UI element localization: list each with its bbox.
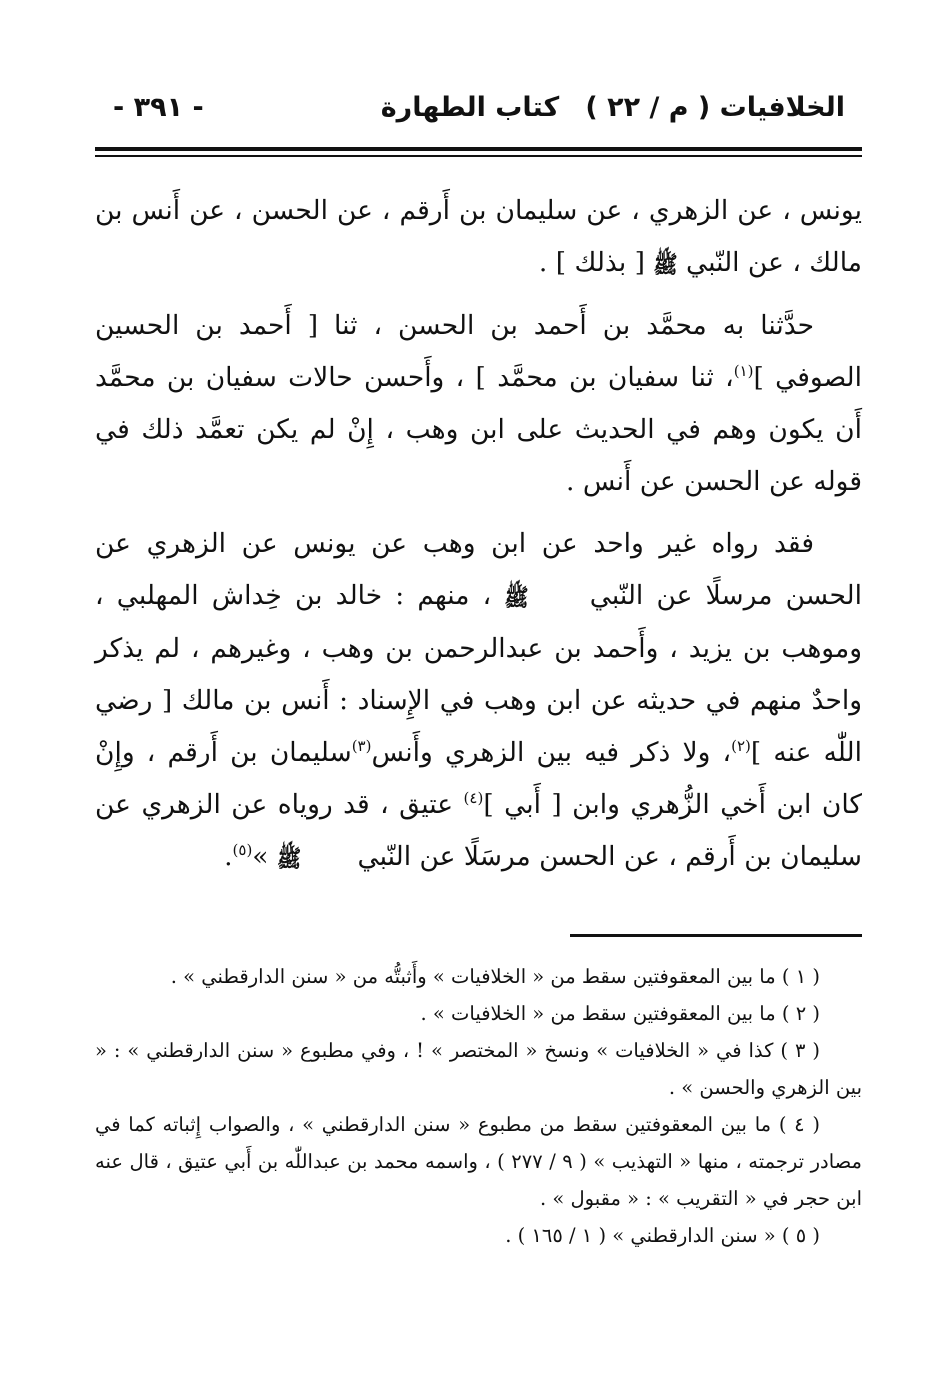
footnote-5: ( ٥ ) « سنن الدارقطني » ( ١ / ١٦٥ ) . xyxy=(505,1224,820,1247)
paragraph-3-text-d: سليمان بن أَرقم ، وإِنْ كان ابن أَخي الزُّهري وابن [ أَبي ] xyxy=(95,737,863,820)
paragraph-1-text-b: [ بذلك ] . xyxy=(538,247,654,278)
paragraph-3-text-c: ، ولا ذكر فيه بين الزهري وأَنس xyxy=(371,737,732,768)
paragraph-2 xyxy=(95,300,862,508)
paragraph-1-text-a: يونس ، عن الزهري ، عن سليمان بن أَرقم ، عن الحسن ، عن أَنس بن مالك ، عن النّبي xyxy=(95,195,862,278)
footnotes xyxy=(95,958,862,1254)
footnote-3: ( ٣ ) كذا في « الخلافيات » ونسخ « المختصر » ! ، وفي مطبوع « سنن الدارقطني » : « بين الزهري والحسن » . xyxy=(95,1039,862,1099)
footnote-1: ( ١ ) ما بين المعقوفتين سقط من « الخلافيات » وأَثبتُّه من « سنن الدارقطني » . xyxy=(170,965,820,988)
paragraph-2-text-a: حدَّثنا به محمَّد بن أَحمد بن الحسن ، ثنا [ أَحمد بن الحسين الصوفي ] xyxy=(95,310,862,393)
header-divider-thin xyxy=(95,155,862,157)
page-number: - ٣٩١ - xyxy=(113,92,204,123)
footnote-ref-2[interactable]: (٢) xyxy=(731,737,751,756)
paragraph-3-text-b: ، منهم : خالد بن خِداش المهلبي ، وموهب بن يزيد ، وأَحمد بن عبدالرحمن بن وهب ، وغيرهم ، لم يذكر واحدٌ منهم في حديثه عن ابن وهب في الإِسناد : أَنس بن مالك [ رضي اللّٰه عنه ] xyxy=(95,580,862,768)
salutation-glyph: ﷺ xyxy=(276,843,302,873)
footnote-2: ( ٢ ) ما بين المعقوفتين سقط من « الخلافيات » . xyxy=(420,1002,820,1025)
footnote-ref-4[interactable]: (٤) xyxy=(463,789,484,808)
paragraph-3 xyxy=(95,518,862,884)
paragraph-3-text-e: عتيق ، قد روياه عن الزهري عن سليمان بن أَرقم ، عن الحسن مرسَلًا عن النّبي xyxy=(95,789,862,872)
main-text xyxy=(95,185,862,894)
paragraph-2-text-b: ، ثنا سفيان بن محمَّد ] ، وأَحسن حالات سفيان بن محمَّد أَن يكون وهم في الحديث على ابن وهب ، إِنْ لم يكن تعمَّد ذلك في قوله عن الحسن عن أَنس . xyxy=(95,362,862,497)
running-header xyxy=(95,92,845,132)
salutation-glyph: ﷺ xyxy=(504,582,529,612)
paragraph-3-text-a: فقد رواه غير واحد عن ابن وهب عن يونس عن الزهري عن الحسن مرسلًا عن النّبي xyxy=(95,528,862,611)
book-section-label: الخلافيات ( م / ٢٢ ) xyxy=(585,92,845,123)
paragraph-3-text-f: » xyxy=(252,841,277,872)
header-divider-thick xyxy=(95,147,862,151)
chapter-title: كتاب الطهارة xyxy=(380,92,560,123)
footnote-separator xyxy=(570,934,862,937)
footnote-4: ( ٤ ) ما بين المعقوفتين سقط من مطبوع « سنن الدارقطني » ، والصواب إِثباته كما في مصادر ترجمته ، منها « التهذيب » ( ٩ / ٢٧٧ ) ، واسمه محمد بن عبداللّٰه بن أَبي عتيق ، قال عنه ابن حجر في « التقريب » : « مقبول » . xyxy=(95,1113,862,1210)
paragraph-3-text-g: . xyxy=(224,841,233,872)
footnote-ref-3[interactable]: (٣) xyxy=(351,737,372,756)
paragraph-1 xyxy=(95,185,862,290)
footnote-ref-1[interactable]: (١) xyxy=(733,362,754,381)
salutation-glyph: ﷺ xyxy=(653,249,678,279)
footnote-ref-5[interactable]: (٥) xyxy=(232,841,253,860)
